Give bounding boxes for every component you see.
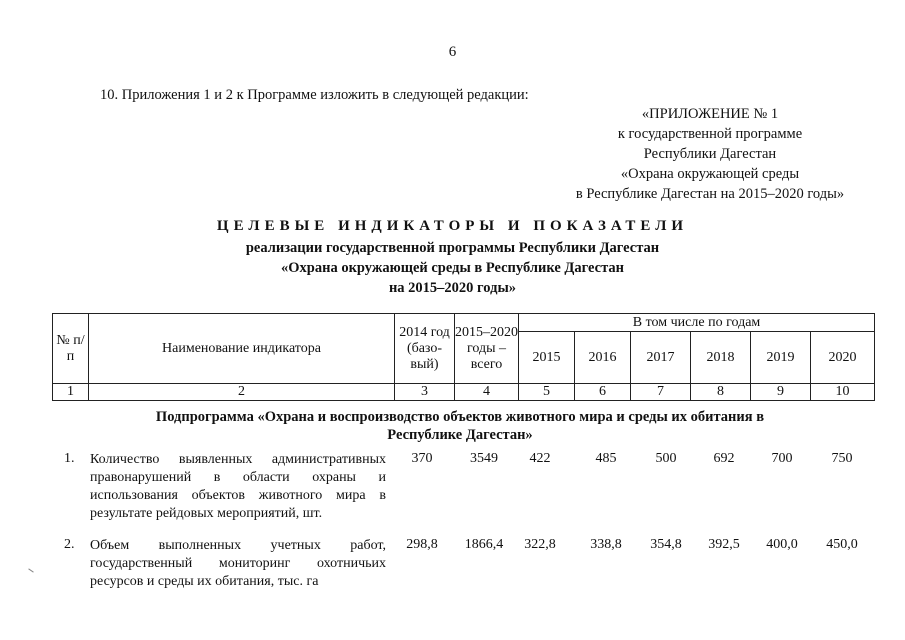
title-sub-1: реализации государственной программы Республики Дагестан (245, 240, 660, 256)
row-value: 500 (655, 451, 677, 466)
row-value: 485 (595, 451, 617, 466)
column-number: 4 (455, 384, 519, 401)
header-total: 2015–2020 годы – всего (455, 314, 519, 384)
page-number: 6 (448, 44, 457, 60)
row-indicator-name: Количество выявленных административных правонарушений в области охраны и использования объектов животного мира в результате рейдовых мероприятий, шт. (90, 452, 386, 521)
row-value: 298,8 (406, 537, 438, 552)
header-by-year: В том числе по годам (519, 314, 875, 332)
row-indicator-name: Объем выполненных учетных работ, государственный мониторинг охотничьих ресурсов и среды их обитания, тыс. га (90, 538, 386, 589)
row-value: 354,8 (650, 537, 682, 552)
header-year: 2019 (751, 332, 811, 384)
row-value: 370 (411, 451, 433, 466)
header-year: 2020 (811, 332, 875, 384)
row-value: 322,8 (524, 537, 556, 552)
header-year: 2015 (519, 332, 575, 384)
title-sub-3: на 2015–2020 годы» (388, 280, 517, 296)
intro-paragraph: 10. Приложения 1 и 2 к Программе изложить в следующей редакции: (100, 87, 529, 103)
row-number: 1. (64, 451, 75, 466)
title-sub-2: «Охрана окружающей среды в Республике Дагестан (281, 260, 624, 276)
column-number: 9 (751, 384, 811, 401)
column-number: 10 (811, 384, 875, 401)
column-number: 8 (691, 384, 751, 401)
header-year: 2016 (575, 332, 631, 384)
header-year: 2017 (631, 332, 691, 384)
row-value: 750 (831, 451, 853, 466)
column-number: 2 (89, 384, 395, 401)
appendix-line: «Охрана окружающей среды (620, 166, 800, 182)
row-number: 2. (64, 537, 75, 552)
appendix-header (520, 104, 900, 204)
row-value: 400,0 (766, 537, 798, 552)
row-value: 700 (771, 451, 793, 466)
row-value: 422 (529, 451, 551, 466)
appendix-line: к государственной программе (617, 126, 803, 142)
appendix-line: Республики Дагестан (643, 146, 777, 162)
column-number: 5 (519, 384, 575, 401)
header-name: Наименование индикатора (89, 314, 395, 384)
subprogram-heading: Подпрограмма «Охрана и воспроизводство объектов животного мира и среды их обитания в Республике Дагестан» (155, 409, 765, 443)
row-value: 1866,4 (464, 537, 504, 552)
row-value: 692 (713, 451, 735, 466)
row-value: 392,5 (708, 537, 740, 552)
header-base-year: 2014 год (базо-вый) (395, 314, 455, 384)
header-num: № п/п (53, 314, 89, 384)
appendix-line: «ПРИЛОЖЕНИЕ № 1 (641, 106, 779, 122)
row-value: 3549 (470, 451, 498, 466)
column-number: 7 (631, 384, 691, 401)
column-number: 1 (53, 384, 89, 401)
column-number: 3 (395, 384, 455, 401)
scan-speck (28, 568, 33, 572)
document-title (0, 218, 905, 298)
row-value: 450,0 (826, 537, 858, 552)
row-value: 338,8 (590, 537, 622, 552)
title-main: ЦЕЛЕВЫЕ ИНДИКАТОРЫ И ПОКАЗАТЕЛИ (216, 218, 689, 234)
indicators-table-header (52, 313, 875, 401)
appendix-line: в Республике Дагестан на 2015–2020 годы» (575, 186, 845, 202)
header-year: 2018 (691, 332, 751, 384)
column-number: 6 (575, 384, 631, 401)
